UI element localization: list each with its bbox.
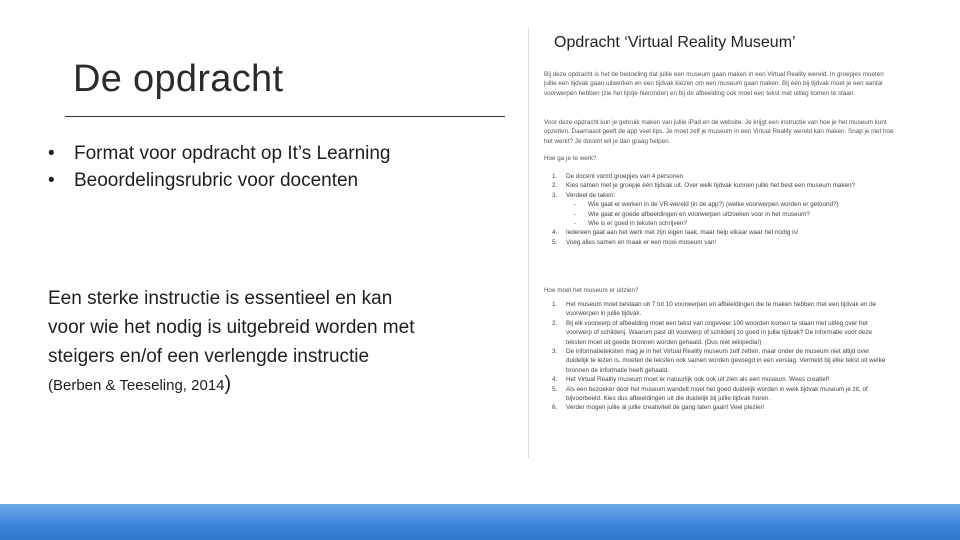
requirement-item: 6. Verder mogen jullie al jullie creativiteit de gang laten gaan! Veel plezier! <box>552 404 765 412</box>
document-intro-2: Voor deze opdracht kun je gebruik maken van jullie iPad en de website. Je krijgt een instructie van hoe je het museum kunt opzetten. Daarnaast geeft de app veel tips. Je moet zelf je museum in een Virtual Reality wereld kan maken. Snap je niet hoe het werkt? Je docent wil je dan graag helpen. <box>544 119 894 145</box>
step-text: Iedereen gaat aan het werk met zijn eigen taak, maar help elkaar waar het nodig is! <box>566 229 799 237</box>
subtask-text: Wie is er goed in teksten schrijven? <box>588 220 688 228</box>
footer-band <box>0 504 960 540</box>
step-text: Verdeel de taken: <box>566 191 616 199</box>
step-item: 4. Iedereen gaat aan het werk met zijn eigen taak, maar help elkaar waar het nodig is! <box>552 229 799 237</box>
requirement-text: Als een bezoeker door het museum wandelt moet het goed duidelijk worden in welk tijdvak museum je zit, of bijvoorbeeld. Kies dus afbeeldingen uit die duidelijk bij jullie tijdvak horen. <box>566 385 868 403</box>
subtask-item: - Wie is er goed in teksten schrijven? <box>574 220 688 228</box>
step-item: 5. Voeg alles samen en maak er een mooi museum van! <box>552 238 717 246</box>
title-divider <box>65 116 505 117</box>
step-text: De docent vormt groepjes van 4 personen <box>566 173 684 180</box>
document-how-heading: Hoe ga je te werk? <box>544 155 597 162</box>
requirement-text: De informatieteksten mag je in het Virtual Reality museum zelf zetten, maar onder de museum niet altijd over duidelijk te lezen is, moeten de teksten ook samen worden gevoegd in een verslag. Vermeld bij elke tekst uit welke bronnen de informatie heeft gehaald. <box>566 348 886 374</box>
subtask-item: - Wie gaat er goede afbeeldingen en voorwerpen uitzoeken voor in het museum? <box>574 210 810 218</box>
document-requirements <box>544 300 889 413</box>
statement-text: Een sterke instructie is essentieel en kan voor wie het nodig is uitgebreid worden met steigers en/of een verlengde instructie <box>48 288 415 367</box>
requirement-item: 5. Als een bezoeker door het museum wandelt moet het goed duidelijk worden in welk tijdvak museum je zit, of bijvoorbeeld. Kies dus afbeeldingen uit die duidelijk bij jullie tijdvak horen. <box>552 385 868 403</box>
bullet-text: Format voor opdracht op It’s Learning <box>74 143 391 164</box>
subtask-text: Wie gaat er goede afbeeldingen en voorwerpen uitzoeken voor in het museum? <box>588 210 810 218</box>
subtask-item: - Wie gaat er werken in de VR-wereld (in de app?) (welke voorwerpen worden er getoond?) <box>574 201 839 209</box>
document-title: Opdracht ‘Virtual Reality Museum’ <box>554 34 796 51</box>
instruction-statement <box>48 284 418 399</box>
requirement-item: 1. Het museum moet bestaan uit 7 tot 10 voorwerpen en afbeeldingen die te maken hebben met een tijdvak en de voorwerpen in jullie tijdvak. <box>552 301 877 318</box>
step-text: Voeg alles samen en maak er een mooi museum van! <box>566 238 717 246</box>
citation-text: (Berben & Teeseling, 2014 <box>48 377 225 394</box>
citation-close: ) <box>224 373 232 395</box>
document-steps <box>544 172 889 247</box>
step-item: 1. De docent vormt groepjes van 4 personen <box>552 173 684 180</box>
requirement-text: Verder mogen jullie al jullie creativiteit de gang laten gaan! Veel plezier! <box>566 404 765 412</box>
subtask-list <box>566 200 889 228</box>
requirement-text: Bij elk voorwerp of afbeelding moet een tekst van ongeveer 100 woorden komen te staan met uitleg over het voorwerp of schilderij. Waarom past dit voorwerp of schilderij zo goed in jullie tijdvak? De informatie voor deze teksten moet uit goede bronnen worden gehaald. (Dus niet wikipedia!) <box>566 319 873 346</box>
bullet-item <box>48 140 488 167</box>
requirement-text: Het Virtual Reality museum moet er natuurlijk ook ook uit zien als een museum. Wees creatief! <box>566 376 830 384</box>
assignment-document-image <box>528 28 900 458</box>
requirement-item: 2. Bij elk voorwerp of afbeelding moet een tekst van ongeveer 100 woorden komen te staan met uitleg over het voorwerp of schilderij. Waarom past dit voorwerp of schilderij zo goed in jullie tijdvak? De informatie voor deze teksten moet uit goede bronnen worden gehaald. (Dus niet wikipedia!) <box>552 319 873 346</box>
bullet-list <box>48 140 488 194</box>
document-requirements-heading: Hoe moet het museum er uitzien? <box>544 287 639 294</box>
requirement-item: 3. De informatieteksten mag je in het Virtual Reality museum zelf zetten, maar onder de museum niet altijd over duidelijk te lezen is, moeten de teksten ook samen worden gevoegd in een verslag. Vermeld bij elke tekst uit welke bronnen de informatie heeft gehaald. <box>552 348 886 374</box>
subtask-text: Wie gaat er werken in de VR-wereld (in de app?) (welke voorwerpen worden er getoond?) <box>588 201 839 209</box>
requirement-item: 4. Het Virtual Reality museum moet er natuurlijk ook ook uit zien als een museum. Wees creatief! <box>552 376 830 384</box>
document-intro-1: Bij deze opdracht is het de bedoeling dat jullie een museum gaan maken in een Virtual Reality wereld. In groepjes moeten jullie een tijdvak gaan uitwerken en een tijdvak kiezen om een museum gaan maken. Bij één bij tijdvak moet je een aantal voorwerpen hebben (zie het lijstje hieronder) en bij de afbeelding ook moet een tekst met uitleg komen te staan. <box>544 71 884 97</box>
citation <box>48 371 418 399</box>
bullet-dot-icon: • <box>48 170 55 191</box>
step-item: 2. Kies samen met je groepje één tijdvak uit. Over welk tijdvak kunnen jullie het best een museum maken? <box>552 182 856 190</box>
bullet-item <box>48 167 488 194</box>
slide-title: De opdracht <box>73 58 284 100</box>
bullet-text: Beoordelingsrubric voor docenten <box>74 170 359 191</box>
step-item: 3. Verdeel de taken: - Wie gaat er werken in de VR-wereld (in de app?) (welke voorwerpen worden er getoond?) - Wie gaat er goede afbeeldingen en voorwerpen uitzoeken voor in het museum? - Wie is er goed in teksten schrijven? <box>544 191 889 229</box>
requirement-text: Het museum moet bestaan uit 7 tot 10 voorwerpen en afbeeldingen die te maken hebben met een tijdvak en de voorwerpen in jullie tijdvak. <box>566 301 877 318</box>
step-text: Kies samen met je groepje één tijdvak uit. Over welk tijdvak kunnen jullie het best een museum maken? <box>566 182 856 190</box>
bullet-dot-icon: • <box>48 143 55 164</box>
